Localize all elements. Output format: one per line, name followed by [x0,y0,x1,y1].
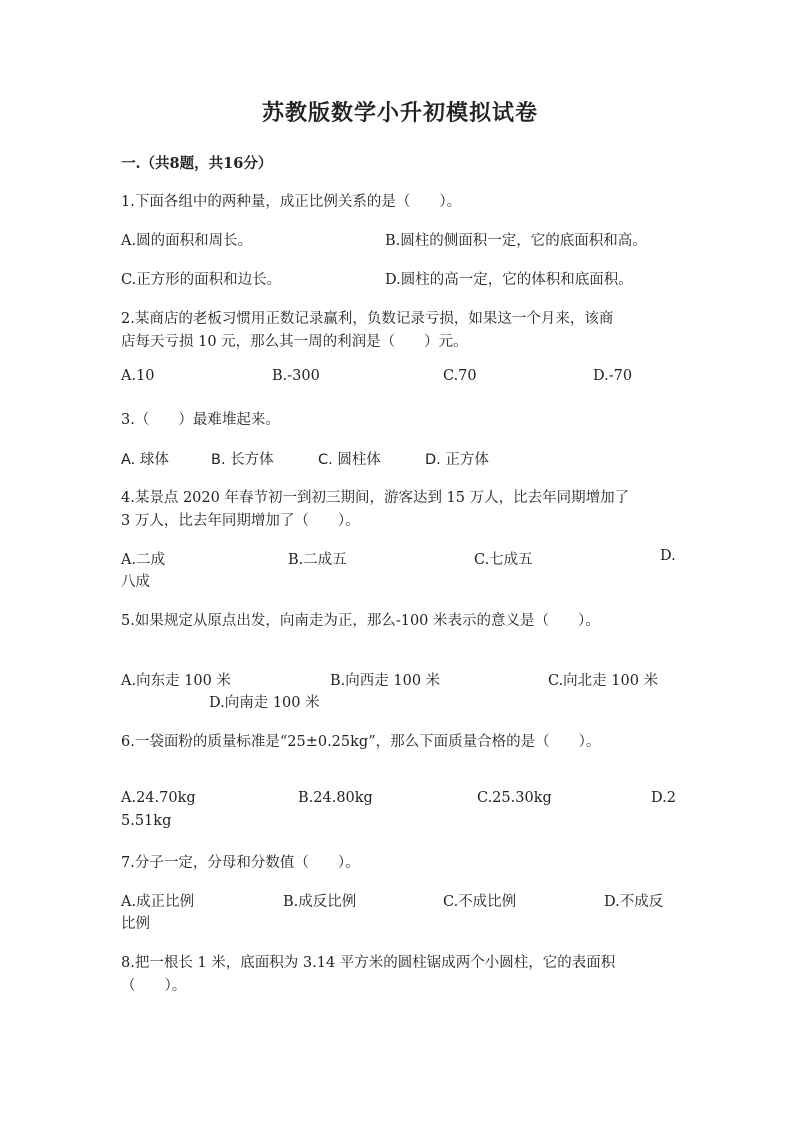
q2-option-b: B.-300 [272,368,320,384]
q3-option-d: D. 正方体 [425,452,489,468]
section-heading: 一.（共8题，共16分） [121,155,273,172]
question-8-text-line1: 8.把一根长 1 米，底面积为 3.14 平方米的圆柱锯成两个小圆柱，它的表面积 [121,955,616,971]
q4-option-d-prefix: D. [660,548,676,564]
question-1-text: 1.下面各组中的两种量，成正比例关系的是（ ）。 [121,194,462,210]
q7-option-a: A.成正比例 [121,894,195,910]
q1-option-c: C.正方形的面积和边长。 [121,272,282,288]
q7-option-b: B.成反比例 [283,894,357,910]
q2-option-d: D.-70 [593,368,633,384]
q1-option-b: B.圆柱的侧面积一定，它的底面积和高。 [385,233,647,249]
q4-option-b: B.二成五 [288,552,347,568]
question-6-text: 6.一袋面粉的质量标准是“25±0.25kg”，那么下面质量合格的是（ ）。 [121,734,601,750]
q6-option-b: B.24.80kg [298,790,373,806]
q2-option-c: C.70 [443,368,477,384]
q7-option-d-text: 比例 [121,916,150,932]
question-5-text: 5.如果规定从原点出发，向南走为正，那么-100 米表示的意义是（ ）。 [121,613,600,629]
q6-option-d-text: 5.51kg [121,813,172,829]
q6-option-d-prefix: D.2 [651,790,676,806]
q3-option-a: A. 球体 [121,452,169,468]
q5-option-c: C.向北走 100 米 [548,673,659,689]
q1-option-d: D.圆柱的高一定，它的体积和底面积。 [385,272,633,288]
question-4-text-line1: 4.某景点 2020 年春节初一到初三期间，游客达到 15 万人，比去年同期增加了 [121,490,630,506]
question-3-text: 3.（ ）最难堆起来。 [121,412,280,428]
q5-option-a: A.向东走 100 米 [121,673,231,689]
question-4-text-line2: 3 万人，比去年同期增加了（ ）。 [121,513,360,529]
q6-option-a: A.24.70kg [121,790,196,806]
q6-option-c: C.25.30kg [477,790,552,806]
page-title: 苏教版数学小升初模拟试卷 [261,100,538,126]
q5-option-b: B.向西走 100 米 [330,673,441,689]
q4-option-d-text: 八成 [121,574,150,590]
q5-option-d: D.向南走 100 米 [209,695,320,711]
question-8-text-line2: （ ）。 [121,978,187,994]
q3-option-b: B. 长方体 [211,452,274,468]
q7-option-d-prefix: D.不成反 [604,894,664,910]
q4-option-a: A.二成 [121,552,166,568]
q2-option-a: A.10 [121,368,155,384]
q3-option-c: C. 圆柱体 [318,452,381,468]
question-2-text-line2: 店每天亏损 10 元，那么其一周的利润是（ ）元。 [121,334,468,350]
q7-option-c: C.不成比例 [443,894,517,910]
q4-option-c: C.七成五 [474,552,533,568]
question-2-text-line1: 2.某商店的老板习惯用正数记录赢利，负数记录亏损，如果这一个月来，该商 [121,311,614,327]
q1-option-a: A.圆的面积和周长。 [121,233,253,249]
question-7-text: 7.分子一定，分母和分数值（ ）。 [121,855,360,871]
